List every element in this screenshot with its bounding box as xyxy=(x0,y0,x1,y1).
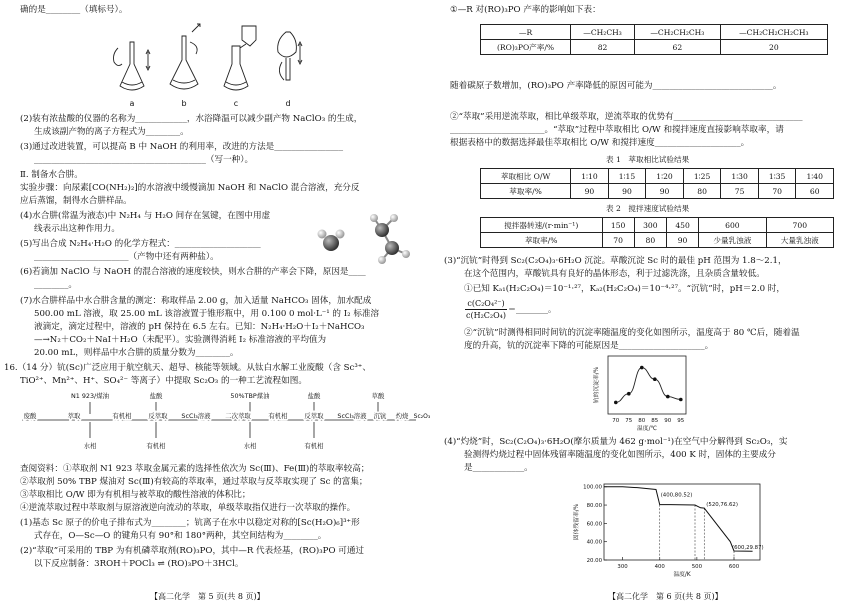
y-tick-label: 100.00 xyxy=(583,484,602,491)
flow-node: 沉钪 xyxy=(373,412,387,420)
table-cell: —CH₂CH₂CH₂CH₃ xyxy=(720,25,827,40)
flow-node: ScCl₃溶液 xyxy=(181,412,211,420)
text-line: (4)水合肼(常温为液态)中 N₂H₄ 与 H₂O 间存在氢键，在图中用虚 xyxy=(20,211,271,221)
table-cell: 80 xyxy=(683,184,721,199)
annotation-label: (600,29.87) xyxy=(732,544,764,551)
flow-node: 二次萃取 xyxy=(225,412,251,420)
table-cell: 大量乳浊液 xyxy=(766,233,833,248)
table-cell: 82 xyxy=(571,40,635,55)
table-cell: 萃取率/% xyxy=(481,233,603,248)
data-point xyxy=(627,392,631,396)
r-group-table xyxy=(480,24,828,55)
flow-top-label: 50%TBP煤油 xyxy=(230,392,270,400)
x-tick-label: 600 xyxy=(728,564,740,570)
residue-rate-chart xyxy=(570,478,766,582)
table-cell: 1∶35 xyxy=(758,169,796,184)
y-tick-label: 40.00 xyxy=(586,539,602,546)
text-line: 式存在，O—Sc—O 的键角只有 90°和 180°两种，其空间结构为________。 xyxy=(34,531,327,541)
y-axis-label: 固体残留率/% xyxy=(574,503,580,541)
apparatus-a xyxy=(114,42,151,90)
flow-node: ScCl₃溶液 xyxy=(337,412,367,420)
table-cell: 少量乳浊液 xyxy=(699,233,766,248)
text-line: 500.00 mL 溶液，取 25.00 mL 该溶液置于锥形瓶中，用 0.100 0 mol·L⁻¹ 的 I₂ 标准溶 xyxy=(34,309,380,319)
text-line: ②“沉钪”时测得相同时间钪的沉淀率随温度的变化如图所示，温度高于 80 ℃后，随着温 xyxy=(464,328,800,338)
text-line: ______________________。“萃取”过程中萃取相比 O/W 和搅拌速度直接影响萃取率，请 xyxy=(450,125,784,135)
text-line: TiO²⁺、Mn²⁺、H⁺、SO₄²⁻ 等离子）中提取 Sc₂O₃ 的一种工艺流程如图。 xyxy=(20,376,307,386)
text-line: 是____________。 xyxy=(464,463,533,473)
table-cell: 60 xyxy=(796,184,834,199)
table-cell: 150 xyxy=(602,218,634,233)
data-point xyxy=(653,377,657,381)
table-cell: 70 xyxy=(758,184,796,199)
flow-top-label: 盐酸 xyxy=(149,392,163,400)
annotation-label: (400,80.52) xyxy=(660,492,693,499)
flow-node: 反萃取 xyxy=(148,412,168,420)
apparatus-c xyxy=(224,26,256,90)
text-line: 线表示出这种作用力。 xyxy=(34,224,120,234)
apparatus-b xyxy=(170,24,200,89)
table-cell: 90 xyxy=(608,184,646,199)
table-cell: 90 xyxy=(666,233,698,248)
footer-left: 【高二化学 第 5 页(共 8 页)】 xyxy=(150,592,265,601)
text-line: (2)装有浓盐酸的仪器的名称为____________，水浴降温可以减少副产物 NaClO₃ 的生成， xyxy=(20,114,363,124)
text-line: (4)“灼烧”时，Sc₂(C₂O₄)₃·6H₂O(摩尔质量为 462 g·mol⁻¹)在空气中分解得到 Sc₂O₃，实 xyxy=(444,437,788,447)
x-axis-label: 温度/K xyxy=(673,572,691,578)
data-point xyxy=(614,401,618,405)
flow-bottom-label: 有机相 xyxy=(146,442,166,450)
table-cell: 70 xyxy=(602,233,634,248)
text-line: (1)基态 Sc 原子的价电子排布式为________；钪离子在水中以稳定对称的[Sc(H₂O)₆]³⁺形 xyxy=(20,518,360,528)
text-line: 液滴定，滴定过程中，溶液的 pH 保持在 6.5 左右。已知：N₂H₄·H₂O＋I₂＋NaHCO₃ xyxy=(34,322,365,332)
table2-caption: 表 2 搅拌速度试验结果 xyxy=(606,204,690,213)
extraction-ratio-table xyxy=(480,168,834,199)
text-line: ③萃取相比 O/W 即为有机相与被萃取的酸性溶液的体积比； xyxy=(20,490,251,500)
text-line: 16.（14 分）钪(Sc)广泛应用于航空航天、超导、核能等领域。从钛白水解工业废酸（含 Sc³⁺、 xyxy=(4,363,371,373)
text-line: ______________________（产物中还有两种盐）。 xyxy=(34,252,219,262)
text-line: —→N₂＋CO₂＋NaI＋H₂O（未配平）。实验测得消耗 I₂ 标准溶液的平均值为 xyxy=(34,335,327,345)
table1-caption: 表 1 萃取相比试验结果 xyxy=(606,155,690,164)
flow-top-label: 盐酸 xyxy=(307,392,321,400)
x-tick-label: 75 xyxy=(625,418,633,424)
text-line: 20.00 mL，则样品中水合肼的质量分数为________。 xyxy=(34,348,239,358)
x-tick-label: 500 xyxy=(691,564,703,570)
text-line: (3)“沉钪”时得到 Sc₂(C₂O₄)₃·6H₂O 沉淀。草酸沉淀 Sc 时的最佳 pH 范围为 1.8～2.1， xyxy=(444,256,787,266)
x-tick-label: 90 xyxy=(664,418,672,424)
series-line xyxy=(616,368,681,403)
flow-node: 废酸 xyxy=(23,412,37,420)
flow-node: 灼烧 xyxy=(395,412,409,420)
table-cell: 20 xyxy=(720,40,827,55)
text-line: ①—R 对(RO)₃PO 产率的影响如下表： xyxy=(450,5,601,15)
x-tick-label: 400 xyxy=(654,564,665,570)
text-line: (6)若滴加 NaClO 与 NaOH 的混合溶液的速度较快，则水合肼的产率会下降，原因是____ xyxy=(20,267,366,277)
table-cell: 300 xyxy=(634,218,666,233)
table-cell: 600 xyxy=(699,218,766,233)
table-cell: —CH₂CH₂CH₃ xyxy=(635,25,721,40)
text-line: 随着碳原子数增加，(RO)₃PO 产率降低的原因可能为____________________________。 xyxy=(450,81,782,91)
y-tick-label: 80.00 xyxy=(586,503,602,510)
data-point xyxy=(640,366,644,370)
text-line: (3)通过改进装置，可以提高 B 中 NaOH 的利用率，改进的方法是________________ xyxy=(20,142,344,152)
process-flow-diagram xyxy=(18,388,431,460)
table-cell: 80 xyxy=(634,233,666,248)
x-axis-label: 温度/℃ xyxy=(636,426,658,432)
text-line: Ⅱ. 制备水合肼。 xyxy=(20,170,83,180)
data-point xyxy=(679,398,683,402)
y-tick-label: 60.00 xyxy=(586,521,602,528)
hydrazine-molecule-model xyxy=(370,214,410,264)
apparatus-label: c xyxy=(233,99,239,108)
flow-node: 有机相 xyxy=(268,412,288,420)
footer-right: 【高二化学 第 6 页(共 8 页)】 xyxy=(608,592,723,601)
y-tick-label: 20.00 xyxy=(586,558,602,564)
apparatus-figure xyxy=(100,22,330,110)
text-line: (2)“萃取”可采用的 TBP 为有机磷萃取剂(RO)₃PO，其中—R 代表烃基，(RO)₃PO 可通过 xyxy=(20,546,365,556)
table-cell: —R xyxy=(481,25,571,40)
table-cell: 62 xyxy=(635,40,721,55)
text-line: ②“萃取”采用逆流萃取，相比单级萃取，逆流萃取的优势有______________________________ xyxy=(450,112,803,122)
table-cell: 90 xyxy=(646,184,684,199)
table-cell: 75 xyxy=(721,184,759,199)
fraction-answer-blank: ＝________。 xyxy=(508,305,556,314)
text-line: (5)写出合成 N₂H₄·H₂O 的化学方程式：____________________ xyxy=(20,239,261,249)
x-tick-label: 80 xyxy=(638,418,646,424)
table-cell: 搅拌器转速/(r·min⁻¹) xyxy=(481,218,603,233)
text-line: ________________________________________（写一种）。 xyxy=(34,155,254,165)
flow-node: 反萃取 xyxy=(304,412,324,420)
right-page xyxy=(430,0,860,608)
x-tick-label: 85 xyxy=(651,418,659,424)
flow-top-label: 草酸 xyxy=(371,392,385,400)
text-line: 以下反应制备：3ROH＋POCl₃ ⇌ (RO)₃PO＋3HCl。 xyxy=(34,559,244,569)
table-cell: 萃取率/% xyxy=(481,184,571,199)
y-axis-label: 钪的沉淀率/% xyxy=(594,366,600,404)
text-line: 在这个范围内，草酸钪具有良好的晶体形态，利于过滤洗涤，且杂质含量较低。 xyxy=(464,269,765,279)
table-cell: 1∶15 xyxy=(608,169,646,184)
text-line: ②萃取剂 50% TBP 煤油对 Sc(Ⅲ)有较高的萃取率，通过萃取与反萃取实现了 Sc 的富集； xyxy=(20,477,368,487)
text-line: 查阅资料：①萃取剂 N1 923 萃取金属元素的选择性依次为 Sc(Ⅲ)、Fe(Ⅲ)的萃取率较高； xyxy=(20,464,370,474)
x-tick-label: 95 xyxy=(677,418,685,424)
text-line: 实验步骤：向尿素[CO(NH₂)₂]的水溶液中缓慢滴加 NaOH 和 NaClO 混合溶液，充分反 xyxy=(20,183,360,193)
apparatus-d xyxy=(278,32,302,80)
table-cell: 萃取相比 O/W xyxy=(481,169,571,184)
apparatus-label: d xyxy=(285,99,291,108)
text-line: ①已知 Kₐ₁(H₂C₂O₄)＝10⁻¹·²⁷，Kₐ₂(H₂C₂O₄)＝10⁻⁴·²⁷。“沉钪”时，pH＝2.0 时， xyxy=(464,284,785,294)
precipitation-rate-chart xyxy=(588,352,692,432)
table-cell: —CH₂CH₃ xyxy=(571,25,635,40)
text-line: (7)水合肼样品中水合肼含量的测定：称取样品 2.00 g，加入适量 NaHCO₃ 固体，加水配成 xyxy=(20,296,372,306)
x-tick-label: 70 xyxy=(612,418,620,424)
text-line: 根据表格中的数据选择最佳萃取相比 O/W 和搅拌速度____________________。 xyxy=(450,138,750,148)
apparatus-label: a xyxy=(129,99,135,108)
flow-top-label: N1 923/煤油 xyxy=(70,392,110,400)
table-cell: 1∶30 xyxy=(721,169,759,184)
table-cell: 700 xyxy=(766,218,833,233)
annotation-label: (520,76.62) xyxy=(706,502,738,509)
flow-node: Sc₂O₃ xyxy=(413,413,431,420)
data-point xyxy=(666,395,670,399)
table-cell: 450 xyxy=(666,218,698,233)
plot-frame xyxy=(608,356,686,414)
flow-bottom-label: 水相 xyxy=(243,442,257,450)
text-line: 确的是________（填标号）。 xyxy=(20,5,128,15)
text-line: 应后蒸馏，制得水合肼样品。 xyxy=(20,196,132,206)
x-tick-label: 300 xyxy=(617,564,628,570)
apparatus-label: b xyxy=(181,99,187,108)
table-cell: 90 xyxy=(571,184,609,199)
table-cell: (RO)₃PO产率/% xyxy=(481,40,571,55)
fraction-expression xyxy=(464,298,556,321)
table-cell: 1∶25 xyxy=(683,169,721,184)
water-molecule-model xyxy=(318,230,345,252)
text-line: 度的升高，钪的沉淀率下降的可能原因是____________________。 xyxy=(464,341,714,351)
fraction-numerator: c(C₂O₄²⁻) xyxy=(467,299,505,308)
flow-node: 萃取 xyxy=(67,412,81,420)
text-line: 生成该副产物的离子方程式为________。 xyxy=(34,127,189,137)
flow-bottom-label: 有机相 xyxy=(304,442,324,450)
flow-node: 有机相 xyxy=(112,412,132,420)
flow-bottom-label: 水相 xyxy=(83,442,97,450)
text-line: ④逆流萃取过程中萃取剂与原溶液逆向流动的萃取，单级萃取指仅进行一次萃取的操作。 xyxy=(20,503,356,513)
table-cell: 1∶20 xyxy=(646,169,684,184)
text-line: ________。 xyxy=(34,280,77,290)
fraction-denominator: c(H₂C₂O₄) xyxy=(466,311,506,320)
table-cell: 1∶10 xyxy=(571,169,609,184)
table-cell: 1∶40 xyxy=(796,169,834,184)
molecule-models xyxy=(312,208,424,268)
stirring-speed-table xyxy=(480,217,834,248)
text-line: 验测得灼烧过程中固体残留率随温度的变化如图所示，400 K 时，固体的主要成分 xyxy=(464,450,776,460)
